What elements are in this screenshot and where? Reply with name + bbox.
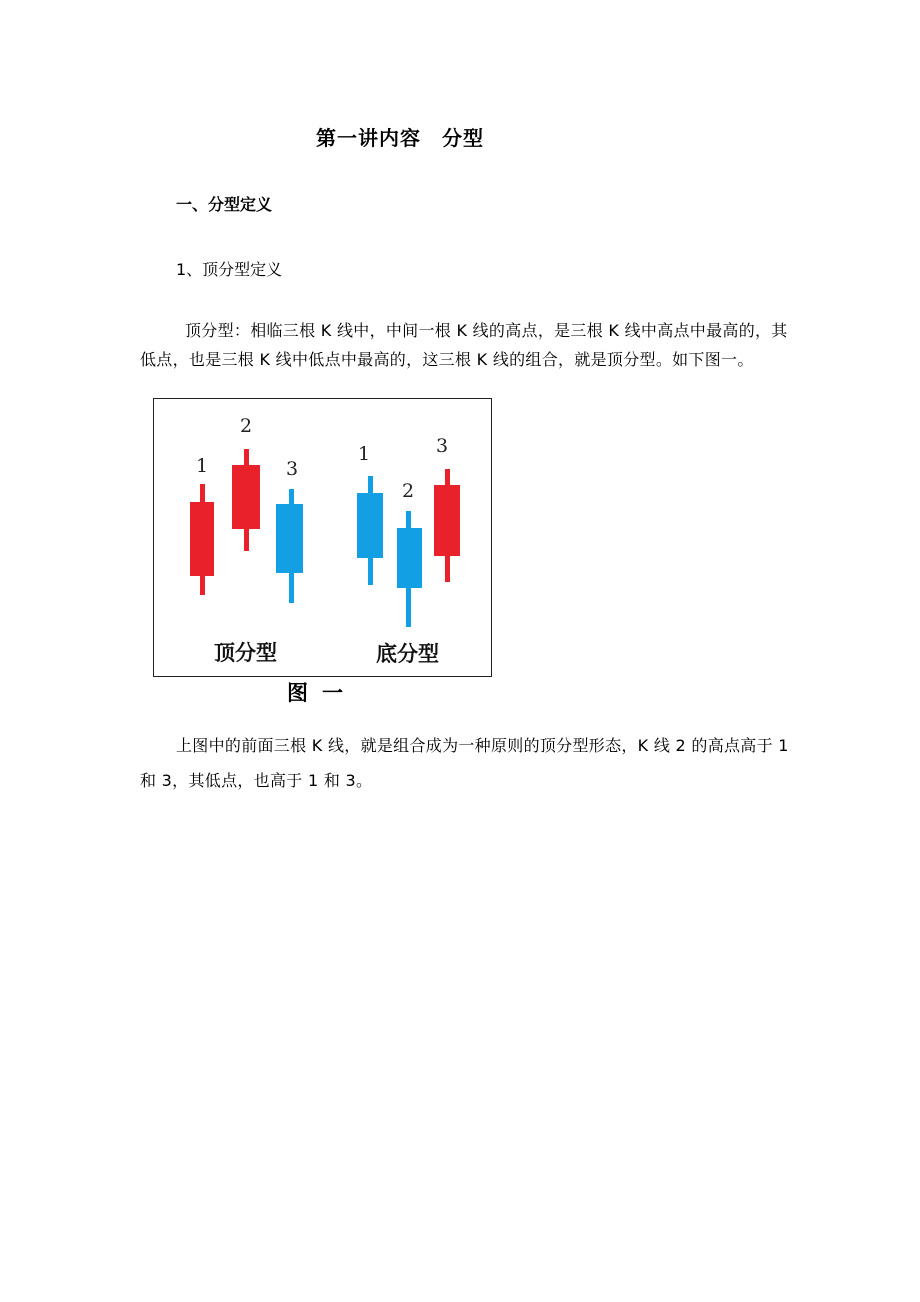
top-candle-1-label: 1 <box>195 455 209 477</box>
top-candle-3-body <box>276 504 303 573</box>
page-title: 第一讲内容 分型 <box>316 126 484 150</box>
paragraph2-line1: 上图中的前面三根 K 线，就是组合成为一种原则的顶分型形态，K 线 2 的高点高于 1 <box>176 736 789 755</box>
bottom-candle-1-label: 1 <box>357 443 371 465</box>
candlestick-figure <box>153 398 492 677</box>
top-candle-2-body <box>232 465 260 529</box>
top-fractal-caption: 顶分型 <box>214 640 277 665</box>
figure-caption: 图一 <box>287 680 357 705</box>
subsection-heading: 1、顶分型定义 <box>176 260 283 279</box>
bottom-candle-2-body <box>397 528 422 588</box>
top-candle-1-body <box>190 502 214 576</box>
paragraph1-line1: 顶分型：相临三根 K 线中，中间一根 K 线的高点，是三根 K 线中高点中最高的，其 <box>185 321 788 340</box>
top-candle-2-label: 2 <box>239 415 253 437</box>
bottom-candle-3-body <box>434 485 460 556</box>
paragraph2-line2: 和 3，其低点，也高于 1 和 3。 <box>140 771 373 790</box>
bottom-candle-3-label: 3 <box>435 435 449 457</box>
bottom-fractal-caption: 底分型 <box>376 641 439 666</box>
top-candle-3-label: 3 <box>285 458 299 480</box>
section-heading: 一、分型定义 <box>176 195 273 214</box>
bottom-candle-1-body <box>357 493 383 558</box>
bottom-candle-2-label: 2 <box>401 480 415 502</box>
paragraph1-line2: 低点，也是三根 K 线中低点中最高的，这三根 K 线的组合，就是顶分型。如下图一。 <box>140 350 754 369</box>
